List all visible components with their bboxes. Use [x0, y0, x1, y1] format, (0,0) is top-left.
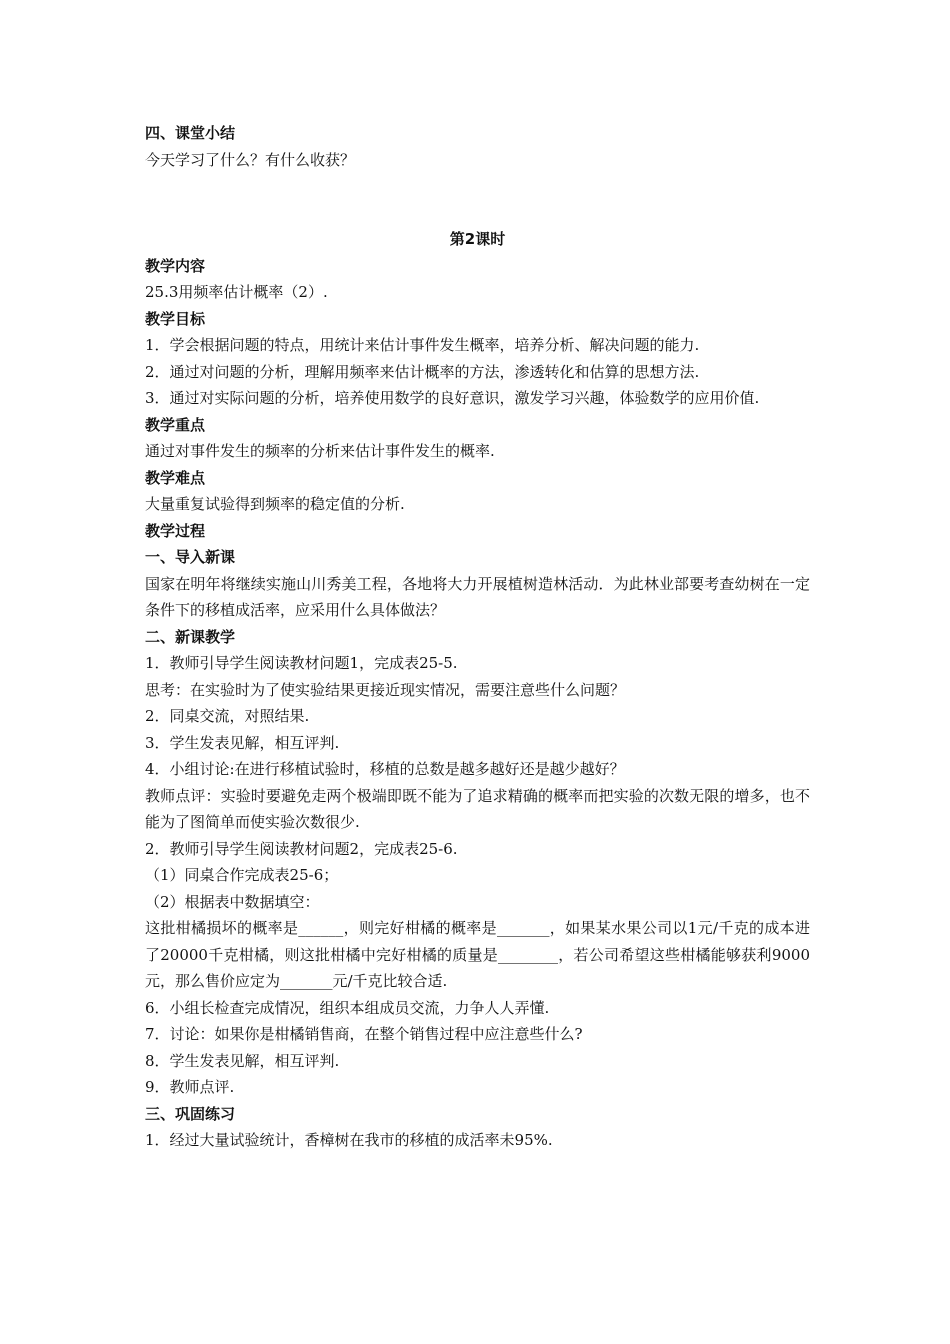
- paragraph: 国家在明年将继续实施山川秀美工程，各地将大力开展植树造林活动．为此林业部要考查幼树在一定条件下的移植成活率，应采用什么具体做法？: [145, 574, 810, 619]
- list-item: 2．同桌交流，对照结果.: [145, 707, 310, 725]
- paragraph: 大量重复试验得到频率的稳定值的分析.: [145, 495, 405, 513]
- section-heading: 教学难点: [145, 468, 206, 487]
- list-item: 1．学会根据问题的特点，用统计来估计事件发生概率，培养分析、解决问题的能力.: [145, 336, 700, 354]
- paragraph: 25.3用频率估计概率（2）.: [145, 283, 328, 301]
- section-heading: 一、导入新课: [145, 548, 236, 566]
- section-heading: 教学内容: [145, 256, 206, 275]
- list-item: 1．经过大量试验统计，香樟树在我市的移植的成活率未95%.: [145, 1131, 553, 1149]
- list-item: 2．通过对问题的分析，理解用频率来估计概率的方法，渗透转化和估算的思想方法.: [145, 362, 700, 381]
- list-item: 1．教师引导学生阅读教材问题1，完成表25-5.: [145, 654, 458, 672]
- list-item: 3．学生发表见解，相互评判.: [145, 733, 340, 752]
- lesson-title: 第2课时: [449, 230, 506, 248]
- document-page: [145, 120, 810, 1154]
- section-heading: 教学重点: [145, 415, 206, 434]
- list-item: 9．教师点评.: [145, 1078, 235, 1096]
- paragraph: 今天学习了什么？有什么收获？: [145, 150, 356, 169]
- fill-in-paragraph: 这批柑橘损坏的概率是______，则完好柑橘的概率是_______，如果某水果公司以1元/千克的成本进了20000千克柑橘，则这批柑橘中完好柑橘的质量是________，若公司希望这些柑橘能够获利9000元，那么售价应定为_______元/千克比较合适.: [145, 919, 810, 990]
- list-item: 6．小组长检查完成情况，组织本组成员交流，力争人人弄懂.: [145, 998, 550, 1017]
- list-item: 3．通过对实际问题的分析，培养使用数学的良好意识，激发学习兴趣，体验数学的应用价值.: [145, 389, 760, 407]
- paragraph: 教师点评：实验时要避免走两个极端即既不能为了追求精确的概率而把实验的次数无限的增多，也不能为了图简单而使实验次数很少.: [145, 786, 810, 831]
- list-item: （1）同桌合作完成表25-6；: [145, 866, 339, 884]
- section-heading: 二、新课教学: [145, 627, 236, 646]
- list-item: （2）根据表中数据填空：: [145, 892, 320, 911]
- list-item: 4．小组讨论:在进行移植试验时，移植的总数是越多越好还是越少越好？: [145, 760, 625, 778]
- list-item: 2．教师引导学生阅读教材问题2，完成表25-6.: [145, 839, 458, 858]
- section-heading: 三、巩固练习: [145, 1104, 236, 1123]
- list-item: 思考：在实验时为了使实验结果更接近现实情况，需要注意些什么问题？: [145, 680, 626, 699]
- list-item: 8．学生发表见解，相互评判.: [145, 1051, 340, 1070]
- list-item: 7．讨论：如果你是柑橘销售商，在整个销售过程中应注意些什么?: [145, 1025, 583, 1043]
- section-heading: 教学过程: [145, 521, 206, 540]
- section-heading: 教学目标: [145, 309, 206, 328]
- paragraph: 通过对事件发生的频率的分析来估计事件发生的概率.: [145, 442, 495, 460]
- section-heading: 四、课堂小结: [145, 124, 236, 142]
